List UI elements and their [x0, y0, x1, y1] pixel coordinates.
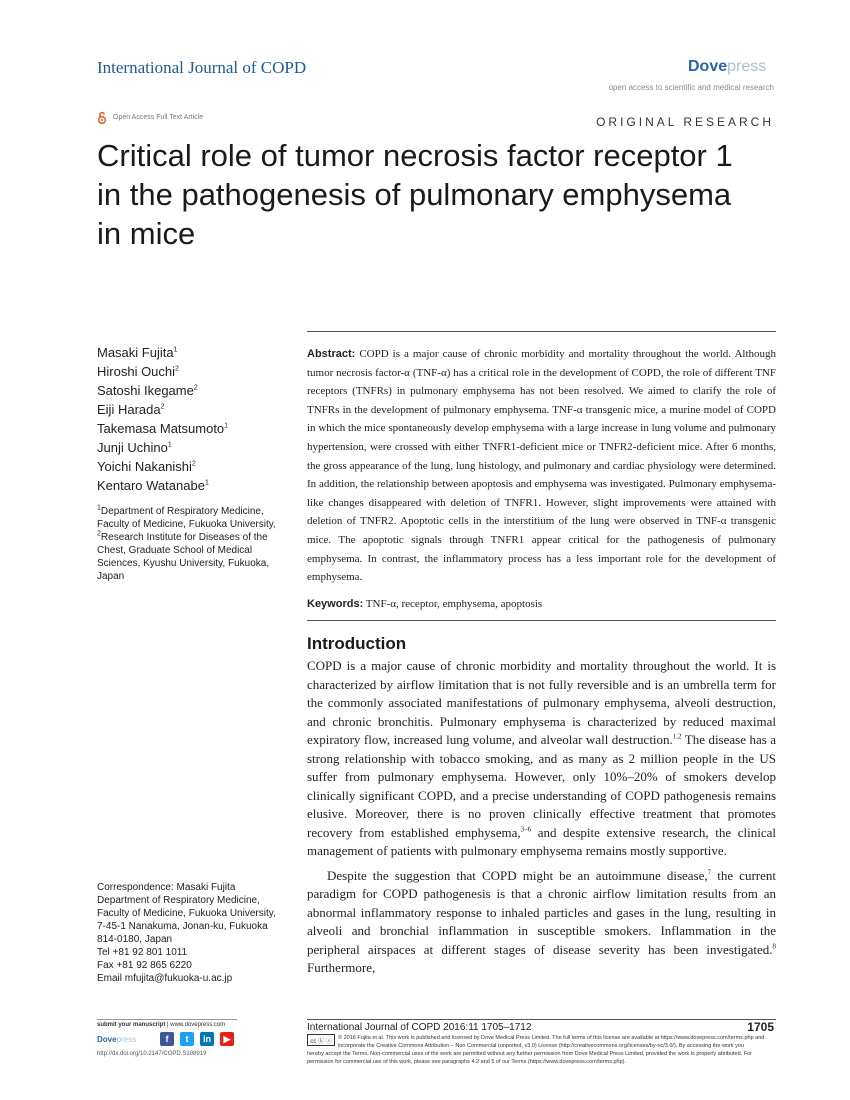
author: Junji Uchino$^1$ [97, 440, 172, 455]
keywords-text: TNF-α, receptor, emphysema, apoptosis [363, 598, 543, 610]
correspondence-line: Fax +81 92 865 6220 [97, 960, 192, 971]
license-text: © 2016 Fujita et al. This work is published and licensed by Dove Medical Press Limited. The full terms of this license are available at https://www.dovepress.com/terms.php and incorporate the Creative Commons Attribution – Non Commercial (unported, v3.0) License (http://creativecommons.org/licenses/by-nc/3.0/). By accessing the work you [338, 1035, 765, 1049]
page-number: 1705 [747, 1020, 774, 1034]
author: Satoshi Ikegame$^2$ [97, 383, 198, 398]
publisher-logo-main: Dove [688, 58, 728, 75]
open-access-label: Open Access Full Text Article [113, 114, 204, 121]
correspondence-email[interactable]: Email mfujita@fukuoka-u.ac.jp [97, 973, 233, 984]
abstract-label: Abstract: [307, 348, 356, 360]
open-access-badge [97, 111, 203, 124]
author: Masaki Fujita$^1$ [97, 345, 178, 360]
citation: International Journal of COPD 2016:11 1705–1712 [307, 1022, 532, 1033]
divider [307, 331, 776, 332]
author: Hiroshi Ouchi$^2$ [97, 364, 179, 379]
keywords-label: Keywords: [307, 598, 364, 610]
social-links [160, 1032, 234, 1046]
correspondence-line: Faculty of Medicine, Fukuoka University, [97, 908, 276, 919]
publisher-tagline: open access to scientific and medical research [608, 83, 774, 92]
paragraph: COPD is a major cause of chronic morbidity and mortality throughout the world. It is characterized by airflow limitation that is not fully reversible and is an umbrella term for the commonly associated manifestations of pulmonary emphysema, alveoli destruction, and chronic bronchitis. Pulmonary emphysema is characterized by reduced maximal expiratory flow, increased lung volume, and alveolar wall destruction.$^{1,2}$ The disease has a strong relationship with tobacco smoking, and as many as 2 million people in the US suffer from pulmonary emphysema. However, only 10%–20% of smokers develop clinically significant COPD, and a precise understanding of COPD pathogenesis remains elusive. Moreover, there is no proven clinically effective treatment that promotes recovery from established emphysema,$^{3-6}$ and despite extensive research, the clinical management of patients with pulmonary emphysema remains mostly supportive. [307, 658, 776, 858]
footer-divider [97, 1019, 237, 1020]
publisher-logo-sub: press [727, 58, 767, 75]
divider [307, 620, 776, 621]
keywords [307, 598, 776, 610]
author-list [97, 343, 228, 495]
correspondence-line: Tel +81 92 801 1011 [97, 947, 188, 958]
twitter-icon[interactable]: t [180, 1032, 194, 1046]
article-title [97, 136, 787, 253]
facebook-icon[interactable]: f [160, 1032, 174, 1046]
affiliations: $^1$Department of Respiratory Medicine, Faculty of Medicine, Fukuoka University, $^2$Research Institute for Diseases of the Chest, Graduate School of Medical Sciences, Kyushu University, Fukuoka, Japan [97, 504, 276, 582]
paragraph: Despite the suggestion that COPD might be an autoimmune disease,$^7$ the current paradigm for COPD pathogenesis is that a chronic airflow limitation results from an abnormal inflammatory response to inhaled particles and gases in the lung, resulting in alveoli and bronchial inflammation in susceptible smokers. Inflammation in the peripheral airspaces at different stages of disease severity has been investigated.$^8$ Furthermore, [307, 867, 776, 975]
introduction-body [307, 657, 776, 978]
creative-commons-icon[interactable]: cc ⓑ ⓢ [307, 1034, 335, 1046]
youtube-icon[interactable]: ▶ [220, 1032, 234, 1046]
title-line: in mice [97, 216, 196, 251]
title-line: in the pathogenesis of pulmonary emphysema [97, 177, 732, 212]
author: Kentaro Watanabe$^1$ [97, 478, 209, 493]
author: Takemasa Matsumoto$^1$ [97, 421, 229, 436]
correspondence-line: Department of Respiratory Medicine, [97, 895, 260, 906]
correspondence-line: Correspondence: Masaki Fujita [97, 882, 236, 893]
footer-divider [307, 1019, 776, 1020]
license-text: hereby accept the Terms. Non-commercial uses of the work are permitted without any further permission from Dove Medical Press Limited, provided the work is properly attributed. For permission for commercial use of this work, please see paragraphs 4.2 and 5 of our Terms (https://www.dovepress.com/terms.php). [307, 1051, 752, 1065]
abstract [307, 345, 776, 587]
abstract-text: COPD is a major cause of chronic morbidity and mortality throughout the world. Although tumor necrosis factor-α (TNF-α) has a critical role in the development of COPD, the role of different TNF receptors (TNFRs) in pulmonary emphysema has not been resolved. We aimed to clarify the role of TNFRs in the development of pulmonary emphysema. TNF-α transgenic mice, a murine model of COPD in which the mice spontaneously develop emphysema with a large increase in lung volume and pulmonary hypertension, were crossed with either TNFR1-deficient mice or TNFR2-deficient mice. After 6 months, the gross appearance of the lung, lung histology, and pulmonary and cardiac physiology were determined. In addition, the relationship between apoptosis and emphysema was investigated. Pulmonary emphysema-like changes disappeared with deletion of TNFR1. However, slight improvements were attained with deletion of TNFR2. Apoptotic cells in the interstitium of the lung were observed in TNF-α transgenic mice. The apoptotic signals through TNFR1 appear critical for the pathogenesis of pulmonary emphysema. In contrast, the inflammatory process has a less important role for the development of emphysema. [307, 348, 776, 584]
title-line: Critical role of tumor necrosis factor receptor 1 [97, 138, 733, 173]
author: Eiji Harada$^2$ [97, 402, 165, 417]
linkedin-icon[interactable]: in [200, 1032, 214, 1046]
correspondence-line: 7-45-1 Nanakuma, Jonan-ku, Fukuoka [97, 921, 268, 932]
correspondence [97, 881, 297, 985]
open-access-lock-icon [97, 111, 107, 124]
publisher-logo[interactable] [688, 58, 766, 76]
footer-publisher-logo: Dovepress [97, 1035, 137, 1044]
section-heading: Introduction [307, 634, 407, 653]
correspondence-line: 814-0180, Japan [97, 934, 173, 945]
journal-name: International Journal of COPD [97, 58, 307, 77]
doi-link[interactable]: http://dx.doi.org/10.2147/COPD.S108919 [97, 1051, 207, 1057]
author: Yoichi Nakanishi$^2$ [97, 459, 196, 474]
submit-manuscript-link[interactable]: submit your manuscript | www.dovepress.com [97, 1022, 226, 1028]
article-type: ORIGINAL RESEARCH [596, 115, 774, 129]
